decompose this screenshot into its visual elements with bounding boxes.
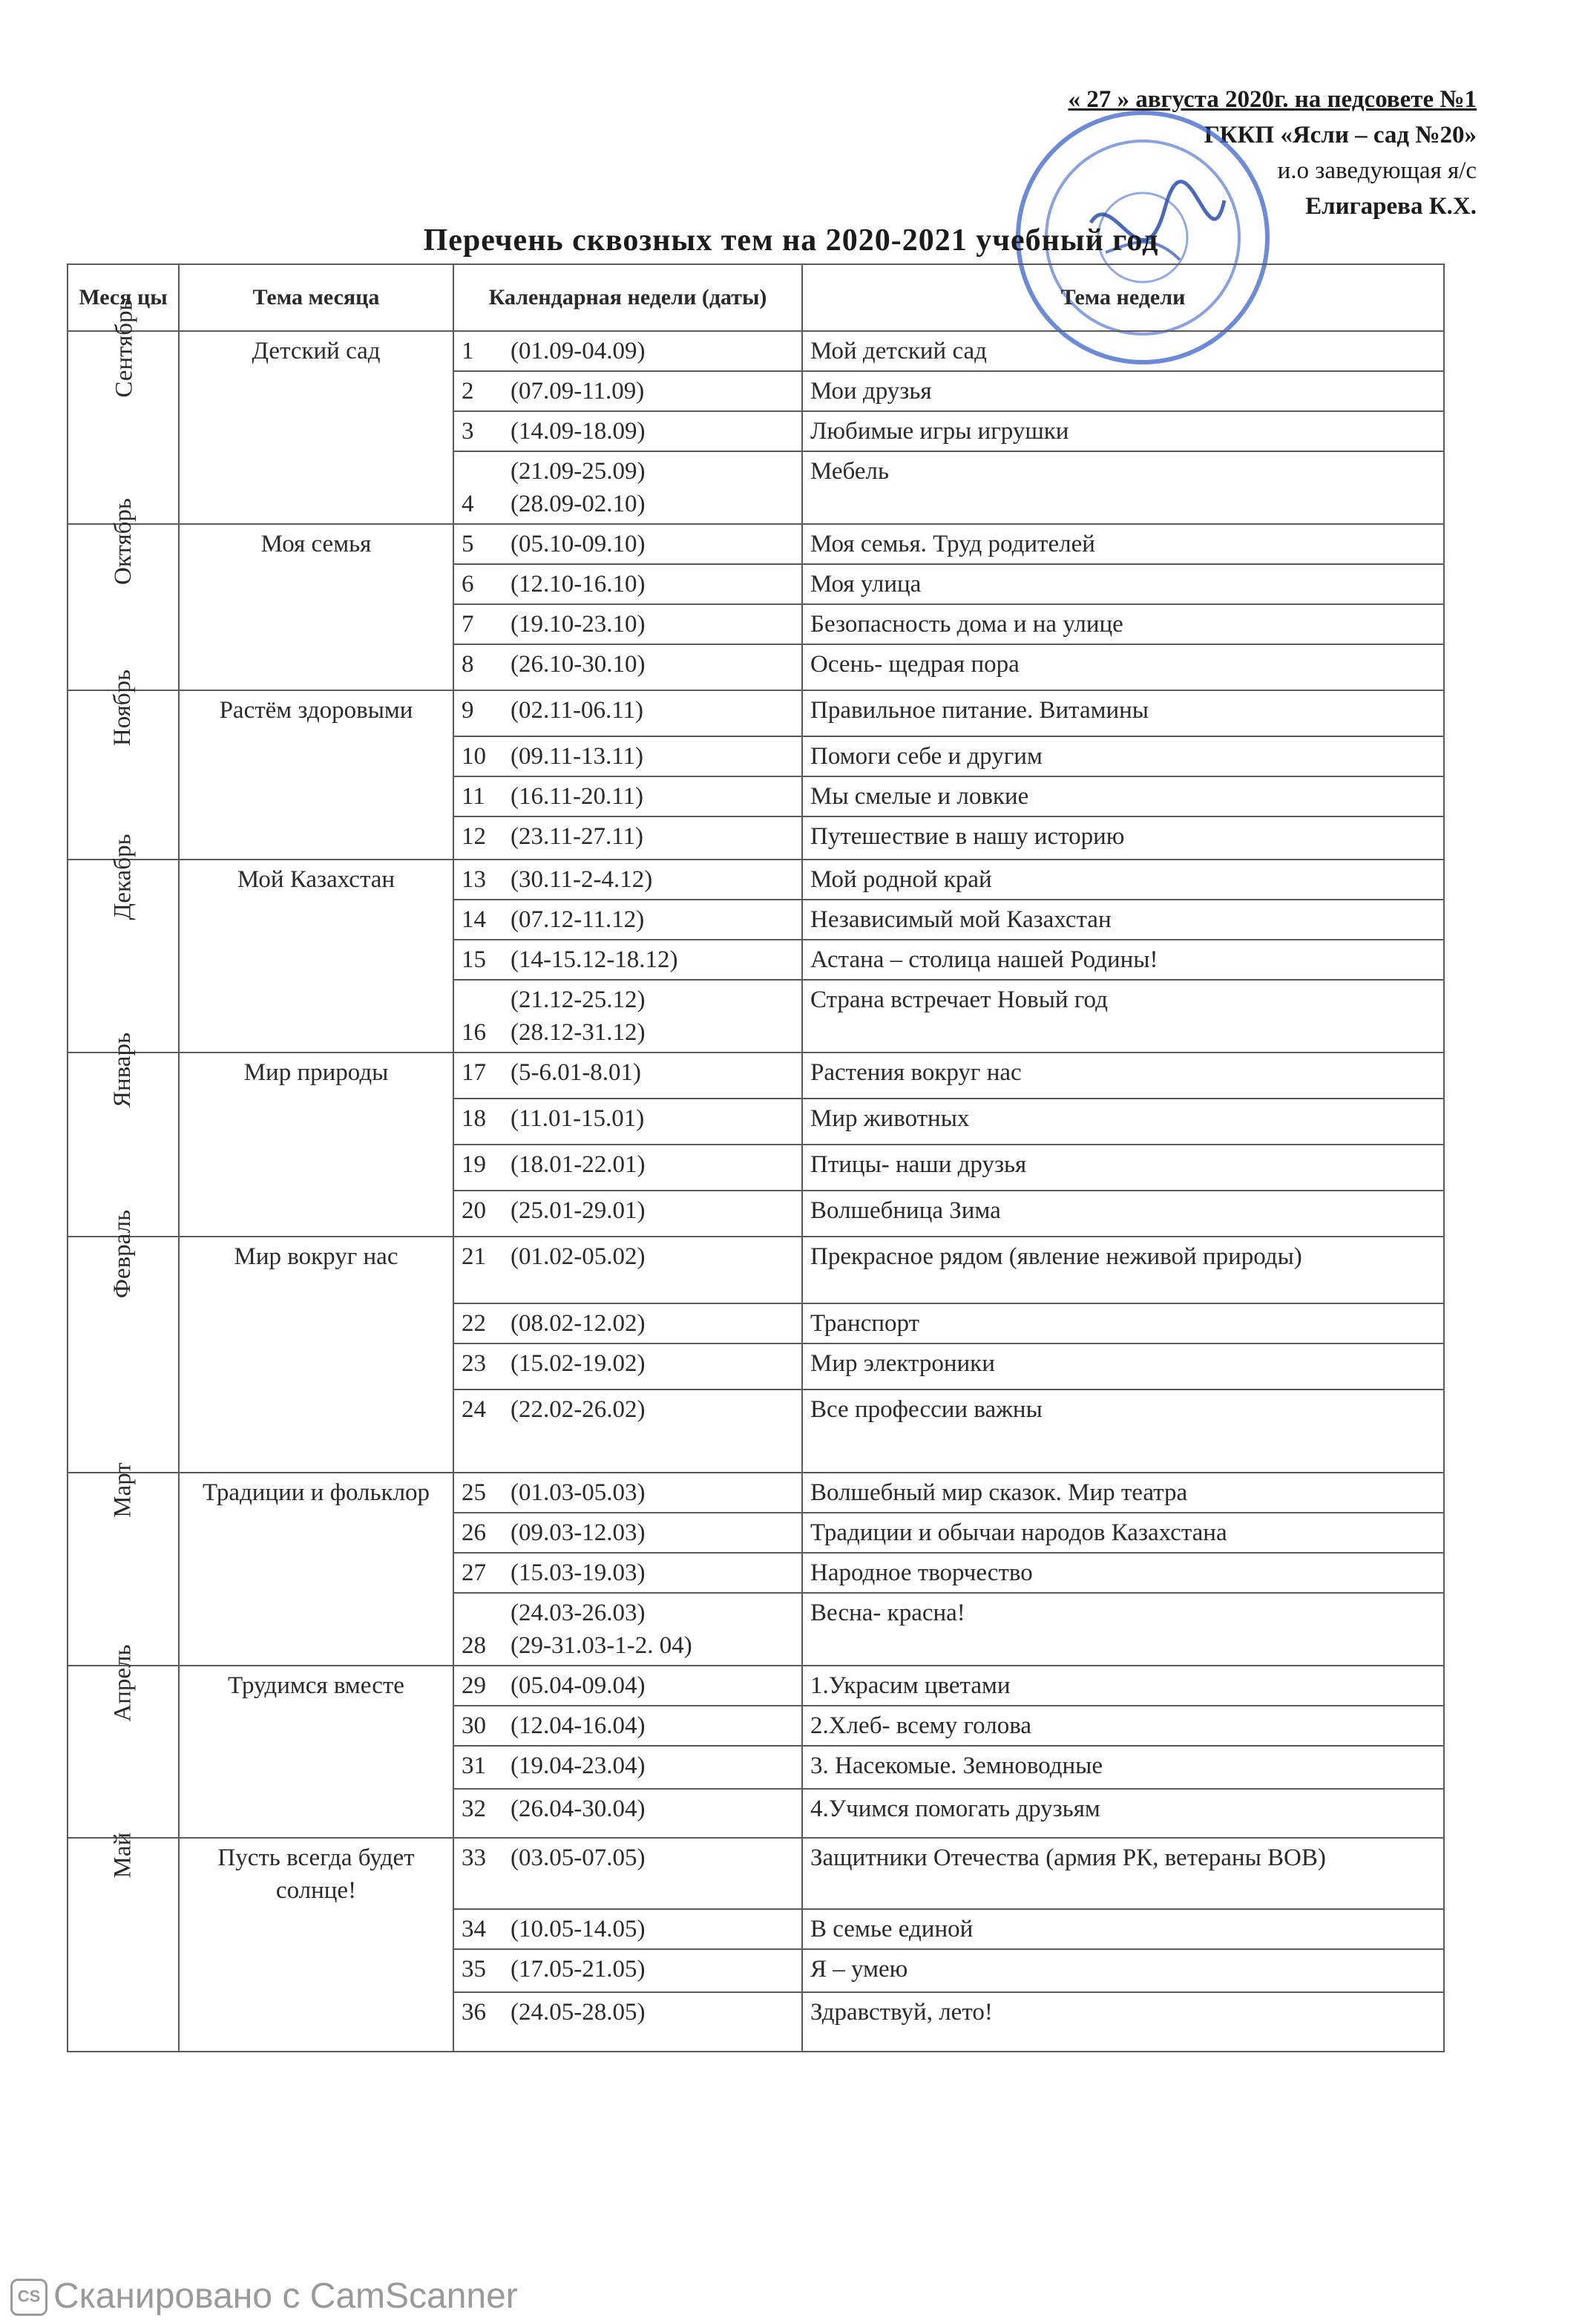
- week-dates: (15.02-19.02): [511, 1350, 646, 1377]
- week-number: 14: [462, 906, 486, 933]
- month-topic: Пусть всегда будет солнце!: [179, 1838, 453, 2052]
- week-number: 28: [462, 1632, 486, 1659]
- week-dates: (03.05-07.05): [511, 1845, 646, 1871]
- table-row: [68, 1053, 1444, 1099]
- week-dates: (24.03-26.03) (29-31.03-1-2. 04): [511, 1600, 692, 1659]
- week-theme: В семье единой: [802, 1909, 1444, 1949]
- week-dates-cell: [453, 1992, 802, 2052]
- week-dates-cell: [453, 1145, 802, 1191]
- week-dates-cell: [453, 1838, 802, 1909]
- week-dates: (07.12-11.12): [511, 906, 645, 933]
- month-topic: Мир природы: [179, 1053, 453, 1237]
- approval-line-position: и.о заведующая я/с: [1277, 157, 1477, 184]
- week-theme: Мой родной край: [802, 860, 1444, 900]
- week-dates-cell: [453, 776, 802, 816]
- month-cell: [68, 1644, 179, 1838]
- week-dates-cell: [453, 604, 802, 644]
- week-dates: (08.02-12.02): [511, 1310, 646, 1337]
- week-theme: Страна встречает Новый год: [802, 980, 1444, 1053]
- table-row: [68, 690, 1444, 736]
- approval-line-date: « 27 » августа 2020г. на педсовете №1: [1068, 86, 1477, 113]
- week-dates: (12.04-16.04): [511, 1712, 646, 1739]
- week-number: 23: [462, 1350, 486, 1377]
- camscanner-icon: CS: [10, 2279, 47, 2316]
- week-number: 34: [462, 1916, 486, 1942]
- month-label: Январь: [109, 1032, 137, 1108]
- week-dates-cell: [453, 1099, 802, 1145]
- week-dates-cell: [453, 1390, 802, 1473]
- table-row: [68, 524, 1444, 564]
- week-number: 26: [462, 1519, 486, 1546]
- week-number: 10: [462, 743, 486, 770]
- week-number: 4: [462, 491, 474, 517]
- month-cell: [68, 1462, 179, 1666]
- week-number: 24: [462, 1396, 486, 1423]
- week-number: 29: [462, 1672, 486, 1699]
- week-theme: Помоги себе и другим: [802, 736, 1444, 776]
- month-label: Апрель: [109, 1644, 137, 1722]
- week-dates-cell: [453, 371, 802, 411]
- week-number: 16: [462, 1019, 486, 1046]
- week-dates-cell: [453, 411, 802, 451]
- week-dates-cell: [453, 1303, 802, 1343]
- week-number: 17: [462, 1059, 486, 1086]
- week-theme: Моя улица: [802, 564, 1444, 604]
- week-dates: (01.09-04.09): [511, 338, 646, 364]
- week-dates: (10.05-14.05): [511, 1916, 646, 1942]
- week-number: 31: [462, 1752, 486, 1779]
- week-dates: (21.09-25.09) (28.09-02.10): [511, 458, 646, 517]
- table-row: [68, 1237, 1444, 1303]
- week-dates: (01.03-05.03): [511, 1479, 646, 1506]
- header-theme: Тема недели: [802, 264, 1444, 331]
- table-row: [68, 1666, 1444, 1706]
- week-dates-cell: [453, 1513, 802, 1553]
- month-label: Февраль: [109, 1209, 137, 1299]
- week-theme: Мир электроники: [802, 1343, 1444, 1390]
- month-cell: [68, 498, 179, 690]
- week-dates-cell: [453, 1343, 802, 1390]
- month-cell: [68, 1832, 179, 2052]
- table-row: [68, 331, 1444, 371]
- week-number: 35: [462, 1956, 486, 1983]
- week-theme: Здравствуй, лето!: [802, 1992, 1444, 2052]
- document-title: Перечень сквозных тем на 2020-2021 учебный год: [423, 223, 1159, 258]
- month-topic: Мой Казахстан: [179, 860, 453, 1053]
- week-theme: Традиции и обычаи народов Казахстана: [802, 1513, 1444, 1553]
- week-dates-cell: [453, 1191, 802, 1237]
- week-dates-cell: [453, 1237, 802, 1303]
- week-dates-cell: [453, 1473, 802, 1513]
- header-topic: Тема месяца: [179, 264, 453, 331]
- week-theme: Растения вокруг нас: [802, 1053, 1444, 1099]
- week-dates-cell: [453, 1553, 802, 1593]
- week-theme: Осень- щедрая пора: [802, 644, 1444, 690]
- week-theme: Мой детский сад: [802, 331, 1444, 371]
- month-cell: [68, 299, 179, 524]
- week-dates: (17.05-21.05): [511, 1956, 646, 1983]
- week-dates-cell: [453, 331, 802, 371]
- week-dates: (05.04-09.04): [511, 1672, 646, 1699]
- themes-table: [67, 264, 1445, 2052]
- week-dates-cell: [453, 816, 802, 860]
- week-number: 5: [462, 531, 474, 557]
- month-label: Март: [109, 1462, 137, 1518]
- week-theme: Правильное питание. Витамины: [802, 690, 1444, 736]
- week-dates: (25.01-29.01): [511, 1197, 646, 1224]
- month-topic: Мир вокруг нас: [179, 1237, 453, 1473]
- week-dates-cell: [453, 940, 802, 980]
- week-theme: 2.Хлеб- всему голова: [802, 1706, 1444, 1746]
- week-number: 30: [462, 1712, 486, 1739]
- month-topic: Трудимся вместе: [179, 1666, 453, 1838]
- week-dates-cell: [453, 1053, 802, 1099]
- approval-line-org: ГККП «Ясли – сад №20»: [1204, 122, 1477, 148]
- week-theme: Любимые игры игрушки: [802, 411, 1444, 451]
- week-number: 6: [462, 571, 474, 598]
- week-dates: (5-6.01-8.01): [511, 1059, 641, 1086]
- week-dates: (26.04-30.04): [511, 1796, 646, 1822]
- week-number: 7: [462, 611, 474, 638]
- week-theme: Моя семья. Труд родителей: [802, 524, 1444, 564]
- month-label: Октябрь: [109, 498, 137, 585]
- approval-block: [890, 82, 1477, 224]
- week-number: 3: [462, 418, 474, 445]
- week-dates-cell: [453, 1789, 802, 1838]
- week-number: 21: [462, 1243, 486, 1270]
- week-dates: (19.04-23.04): [511, 1752, 646, 1779]
- week-dates-cell: [453, 524, 802, 564]
- week-dates: (16.11-20.11): [511, 783, 644, 810]
- week-theme: Безопасность дома и на улице: [802, 604, 1444, 644]
- week-dates-cell: [453, 1949, 802, 1992]
- week-dates: (07.09-11.09): [511, 378, 645, 405]
- week-dates-cell: [453, 1746, 802, 1789]
- week-dates: (24.05-28.05): [511, 1999, 646, 2026]
- week-theme: 3. Насекомые. Земноводные: [802, 1746, 1444, 1789]
- week-dates: (05.10-09.10): [511, 531, 646, 557]
- week-theme: Прекрасное рядом (явление неживой природы): [802, 1237, 1444, 1303]
- month-topic: Традиции и фольклор: [179, 1473, 453, 1666]
- month-topic: Растём здоровыми: [179, 690, 453, 860]
- week-theme: Мебель: [802, 451, 1444, 524]
- week-number: 19: [462, 1151, 486, 1178]
- week-dates: (14-15.12-18.12): [511, 946, 678, 973]
- month-label: Декабрь: [109, 834, 137, 920]
- week-dates: (01.02-05.02): [511, 1243, 646, 1270]
- week-dates-cell: [453, 860, 802, 900]
- week-theme: Птицы- наши друзья: [802, 1145, 1444, 1191]
- week-number: 36: [462, 1999, 486, 2026]
- week-number: 25: [462, 1479, 486, 1506]
- week-dates-cell: [453, 736, 802, 776]
- week-dates-cell: [453, 1666, 802, 1706]
- week-dates: (12.10-16.10): [511, 571, 646, 598]
- week-number: 32: [462, 1796, 486, 1822]
- month-cell: [68, 1209, 179, 1473]
- week-dates: (11.01-15.01): [511, 1105, 645, 1132]
- week-dates-cell: [453, 451, 802, 524]
- month-topic: Детский сад: [179, 331, 453, 524]
- week-dates-cell: [453, 980, 802, 1053]
- week-dates-cell: [453, 564, 802, 604]
- week-dates: (09.11-13.11): [511, 743, 644, 770]
- week-theme: Народное творчество: [802, 1553, 1444, 1593]
- month-label: Сентябрь: [111, 299, 138, 398]
- week-dates: (23.11-27.11): [511, 823, 644, 850]
- week-theme: Мир животных: [802, 1099, 1444, 1145]
- week-dates-cell: [453, 644, 802, 690]
- week-theme: Волшебный мир сказок. Мир театра: [802, 1473, 1444, 1513]
- week-number: 15: [462, 946, 486, 973]
- week-dates-cell: [453, 1593, 802, 1666]
- week-dates: (15.03-19.03): [511, 1559, 646, 1586]
- week-number: 2: [462, 378, 474, 405]
- month-label: Ноябрь: [109, 669, 137, 747]
- week-dates: (26.10-30.10): [511, 651, 646, 678]
- scanner-watermark: [0, 2270, 668, 2322]
- week-dates: (02.11-06.11): [511, 697, 644, 724]
- week-dates: (30.11-2-4.12): [511, 866, 653, 893]
- week-theme: Волшебница Зима: [802, 1191, 1444, 1237]
- week-dates-cell: [453, 1909, 802, 1949]
- week-number: 20: [462, 1197, 486, 1224]
- week-dates: (09.03-12.03): [511, 1519, 646, 1546]
- week-number: 11: [462, 783, 485, 810]
- week-theme: Все профессии важны: [802, 1390, 1444, 1473]
- week-number: 13: [462, 866, 486, 893]
- week-theme: Весна- красна!: [802, 1593, 1444, 1666]
- week-dates-cell: [453, 900, 802, 940]
- week-theme: Защитники Отечества (армия РК, ветераны ВОВ): [802, 1838, 1444, 1909]
- week-theme: Я – умею: [802, 1949, 1444, 1992]
- week-dates: (18.01-22.01): [511, 1151, 646, 1178]
- month-topic: Моя семья: [179, 524, 453, 690]
- table-row: [68, 1473, 1444, 1513]
- week-theme: 4.Учимся помогать друзьям: [802, 1789, 1444, 1838]
- table-row: [68, 860, 1444, 900]
- week-theme: Астана – столица нашей Родины!: [802, 940, 1444, 980]
- table-body: [68, 299, 1444, 2052]
- approval-line-name: Елигарева К.Х.: [1305, 193, 1477, 220]
- week-number: 1: [462, 338, 474, 364]
- week-number: 22: [462, 1310, 486, 1337]
- month-label: Май: [109, 1832, 137, 1879]
- week-dates: (21.12-25.12) (28.12-31.12): [511, 986, 646, 1046]
- week-dates: (22.02-26.02): [511, 1396, 646, 1423]
- week-dates-cell: [453, 690, 802, 736]
- month-cell: [68, 1032, 179, 1237]
- week-dates: (14.09-18.09): [511, 418, 646, 445]
- month-cell: [68, 834, 179, 1053]
- week-dates: (19.10-23.10): [511, 611, 646, 638]
- week-theme: Мы смелые и ловкие: [802, 776, 1444, 816]
- week-number: 18: [462, 1105, 486, 1132]
- week-theme: Мои друзья: [802, 371, 1444, 411]
- week-number: 27: [462, 1559, 486, 1586]
- week-theme: Транспорт: [802, 1303, 1444, 1343]
- week-number: 8: [462, 651, 474, 678]
- scanner-watermark-text: Сканировано с CamScanner: [53, 2276, 518, 2316]
- week-theme: Путешествие в нашу историю: [802, 816, 1444, 860]
- header-month: Меся цы: [68, 264, 179, 331]
- week-number: 33: [462, 1845, 486, 1871]
- week-theme: Независимый мой Казахстан: [802, 900, 1444, 940]
- header-week: Календарная недели (даты): [453, 264, 802, 331]
- week-number: 9: [462, 697, 474, 724]
- table-header-row: [68, 264, 1444, 331]
- week-dates-cell: [453, 1706, 802, 1746]
- week-theme: 1.Украсим цветами: [802, 1666, 1444, 1706]
- week-number: 12: [462, 823, 486, 850]
- table-row: [68, 1838, 1444, 1909]
